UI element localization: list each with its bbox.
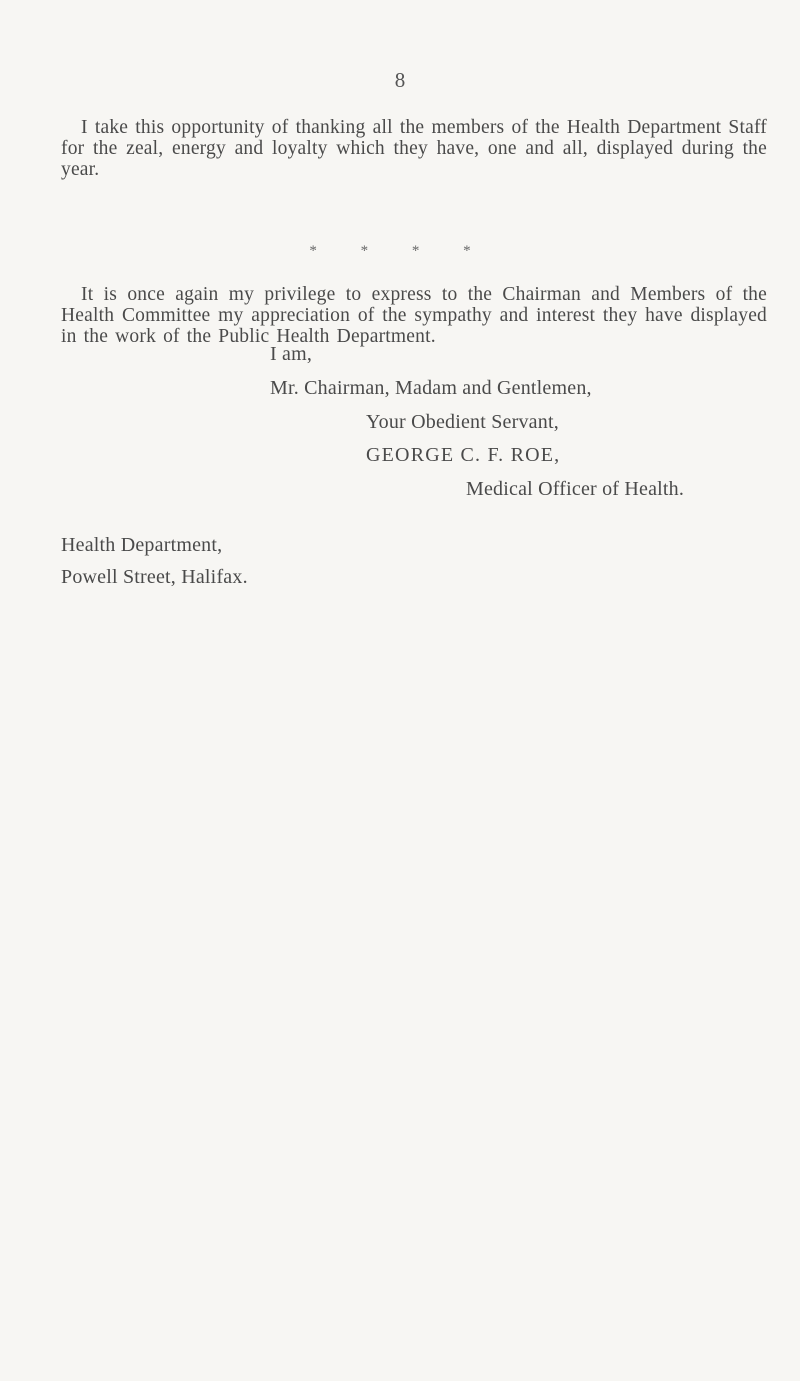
closing-i-am: I am, xyxy=(270,343,313,365)
address-line-1: Health Department, xyxy=(61,534,223,556)
closing-valediction: Your Obedient Servant, xyxy=(366,411,559,433)
signature-name: GEORGE C. F. ROE, xyxy=(366,444,561,466)
thanks-paragraph: I take this opportunity of thanking all the members of the Health Department Staff for the zeal, energy and loyalty which they have, one and all, displayed during the year. xyxy=(61,117,767,180)
asterisk-separator: * * * * xyxy=(309,243,491,259)
page-number: 8 xyxy=(394,68,406,92)
appreciation-paragraph: It is once again my privilege to express to the Chairman and Members of the Health Committee my appreciation of the sympathy and interest they have displayed in the work of the Public Health Department. xyxy=(61,284,767,347)
signature-title: Medical Officer of Health. xyxy=(466,478,685,500)
address-line-2: Powell Street, Halifax. xyxy=(61,566,248,588)
closing-salutation: Mr. Chairman, Madam and Gentlemen, xyxy=(270,377,592,399)
